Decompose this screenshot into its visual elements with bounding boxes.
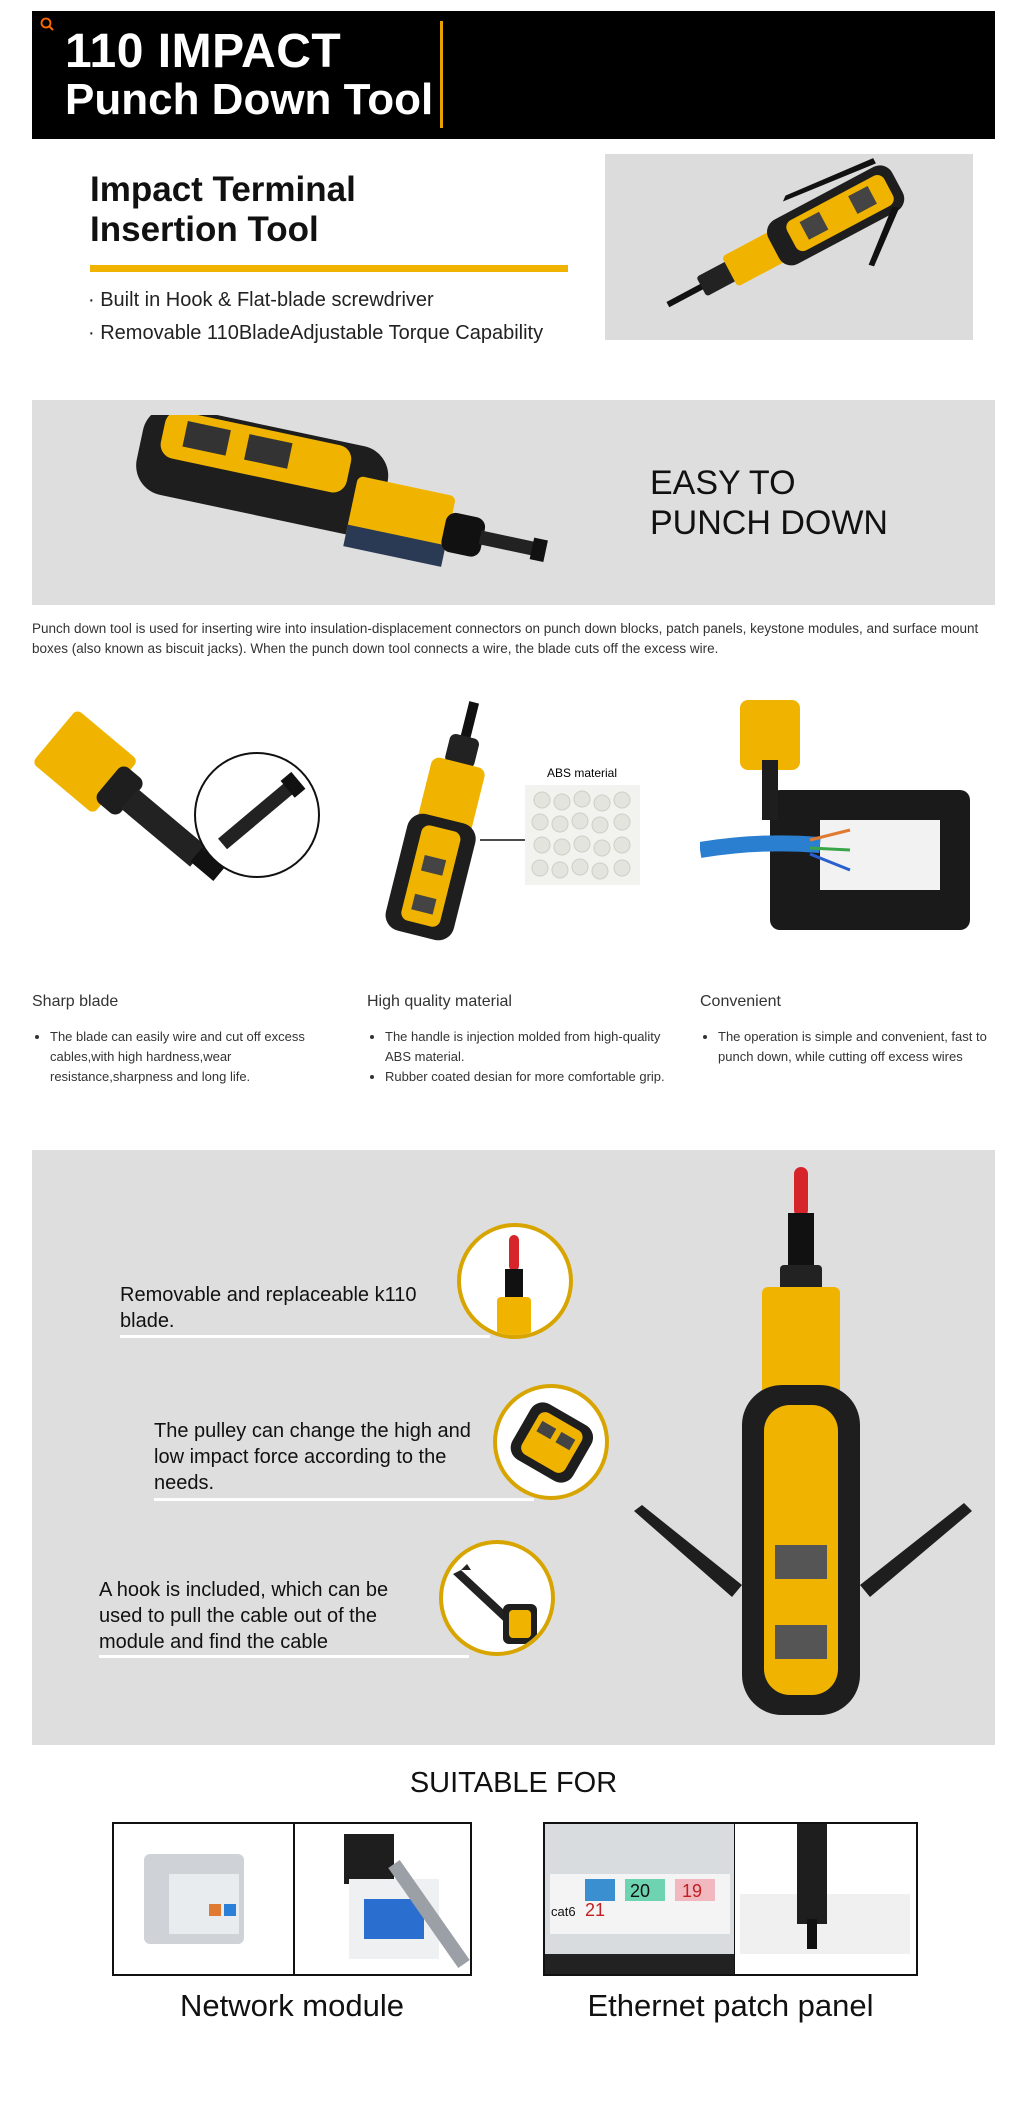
list-item: • The operation is simple and convenient, fast to punch down, while cutting off excess wires: [718, 1027, 1018, 1067]
callout-hook: A hook is included, which can be used to pull the cable out of the module and find the cable: [99, 1579, 389, 1653]
pulley-detail-circle: [493, 1384, 609, 1500]
callout-underline: [120, 1335, 490, 1338]
description-text: Punch down tool is used for inserting wire into insulation-displacement connectors on punch down blocks, patch panels, keystone modules, and surface mount boxes (also known as biscuit jacks). When the punch down tool connects a wire, the blade cuts off the excess wire.: [32, 621, 979, 656]
panel-label: 21: [585, 1900, 606, 1920]
intro-bullet: · Built in Hook & Flat-blade screwdriver: [88, 289, 434, 311]
sharp-blade-image: [32, 700, 332, 930]
easy-punch-panel: [32, 400, 995, 605]
network-module-label: Network module: [180, 1988, 404, 2023]
abs-material-label: ABS material: [547, 766, 618, 780]
hook-detail-circle: [439, 1540, 555, 1656]
feature-list-sharp-blade: [32, 1027, 350, 1087]
banner-subtitle: Punch Down Tool: [65, 75, 434, 124]
callout-underline: [154, 1498, 534, 1501]
list-item: • The blade can easily wire and cut off excess cables,with high hardness,wear resistance,sharpness and long life.: [50, 1027, 350, 1087]
punch-tool-image: [605, 154, 973, 340]
feature-list-material: [367, 1027, 685, 1087]
convenient-image: [700, 700, 980, 940]
header-banner: [32, 11, 995, 139]
detail-panel: [32, 1150, 995, 1745]
abs-material-image: [370, 690, 660, 950]
network-module-card: [112, 1822, 472, 1976]
punch-tool-closeup-image: [112, 415, 592, 595]
callout-blade: Removable and replaceable k110 blade.: [120, 1284, 417, 1332]
feature-title-sharp-blade: Sharp blade: [32, 993, 119, 1010]
search-icon[interactable]: [40, 17, 54, 31]
easy-heading: EASY TO PUNCH DOWN: [650, 464, 888, 542]
feature-title-convenient: Convenient: [700, 993, 781, 1010]
list-item: • The handle is injection molded from high-quality ABS material.: [385, 1027, 685, 1067]
banner-divider: [440, 21, 443, 128]
patch-panel-card: [543, 1822, 918, 1976]
list-item: • Rubber coated desian for more comfortable grip.: [385, 1067, 685, 1087]
panel-label: 19: [682, 1881, 703, 1901]
callout-underline: [99, 1655, 469, 1658]
intro-accent-rule: [90, 265, 568, 272]
blade-detail-circle: [457, 1223, 573, 1339]
patch-panel-label: Ethernet patch panel: [587, 1988, 874, 2023]
intro-bullet: · Removable 110BladeAdjustable Torque Capability: [88, 322, 544, 344]
panel-label: cat6: [551, 1904, 576, 1919]
panel-label: 20: [630, 1881, 651, 1901]
banner-title: 110 IMPACT: [65, 25, 342, 78]
punch-tool-full-image: [612, 1165, 992, 1735]
callout-pulley: The pulley can change the high and low impact force according to the needs.: [154, 1420, 471, 1494]
suitable-for-heading: SUITABLE FOR: [409, 1767, 618, 1799]
feature-list-convenient: [700, 1027, 1018, 1067]
feature-title-material: High quality material: [367, 993, 512, 1010]
intro-title: Impact Terminal Insertion Tool: [90, 170, 356, 249]
